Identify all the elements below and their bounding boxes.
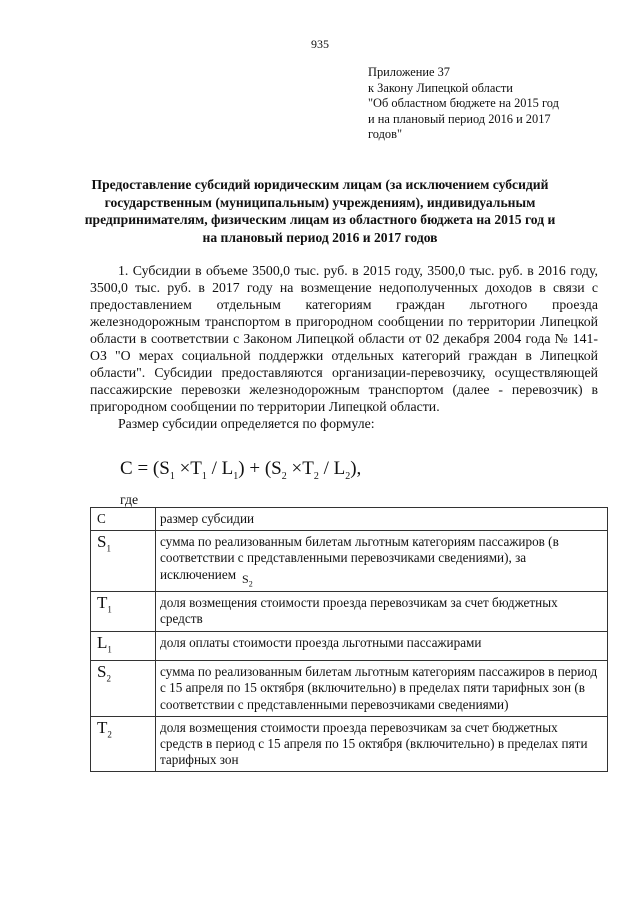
page-number: 935: [311, 37, 329, 51]
symbol-subscript: 2: [107, 729, 112, 740]
variable-description: [156, 716, 608, 772]
formula-l1: L: [221, 458, 234, 479]
variable-description: [156, 508, 608, 531]
variable-symbol: [91, 531, 156, 592]
formula-l2: L: [333, 458, 346, 479]
formula-s1: S: [159, 458, 170, 479]
appendix-note: [368, 65, 608, 143]
table-row: [91, 661, 608, 717]
appendix-line: Приложение 37: [368, 65, 450, 79]
appendix-line: к Закону Липецкой области: [368, 80, 513, 95]
variable-symbol: [91, 592, 156, 631]
where-label: где: [120, 492, 139, 507]
formula-l1-sub: 1: [233, 470, 239, 482]
symbol-subscript: 1: [107, 644, 112, 654]
description-text: доля оплаты стоимости проезда льготными пассажирами: [160, 634, 482, 650]
appendix-line: годов": [368, 127, 403, 142]
variable-description: [156, 631, 608, 661]
variable-description: [156, 531, 608, 592]
formula-lhs: C: [120, 458, 133, 479]
variable-symbol: [91, 661, 156, 717]
symbol-subscript: 1: [106, 543, 111, 554]
formula-t2-sub: 2: [313, 470, 319, 482]
table-row: [91, 716, 608, 772]
description-text: сумма по реализованным билетам льготным категориям пассажиров (в соответствии с представленными перевозчиками сведениями), за исключением: [160, 534, 559, 582]
suffix-subscript: 2: [248, 579, 253, 588]
variable-symbol: [91, 716, 156, 772]
subsidy-formula: $C = (S_1 \times T_1 / L_1) + (S_2 \times T_2 / L_2)$,: [120, 458, 362, 482]
document-title: Предоставление субсидий юридическим лицам (за исключением субсидий государственным (муниципальным) учреждениям), индивидуальным предпринимателям, физическим лицам из областного бюджета на 2015 год и на плановый период 2016 и 2017 годов: [84, 177, 556, 245]
formula-t1-sub: 1: [201, 470, 207, 482]
description-text: доля возмещения стоимости проезда перевозчикам за счет бюджетных средств в период с 15 апреля по 15 октября (включительно) в пределах пяти тарифных зон: [160, 719, 588, 768]
appendix-line: и на плановый период 2016 и 2017: [368, 111, 551, 126]
table-row: [91, 592, 608, 631]
paragraph-subsidy: 1. Субсидии в объеме 3500,0 тыс. руб. в 2015 году, 3500,0 тыс. руб. в 2016 году, 3500,0 тыс. руб. в 2017 году на возмещение недополученных доходов в связи с предоставлением отдельным категориям граждан льготного проезда железнодорожным транспортом в пригородном сообщении по территории Липецкой области в соответствии с Законом Липецкой области от 02 декабря 2004 года № 141-ОЗ "О мерах социальной поддержки отдельных категорий граждан в Липецкой области". Субсидии предоставляются организации-перевозчику, осуществляющей пассажирские перевозки железнодорожным транспортом (далее - перевозчик) в пригородном сообщении по территории Липецкой области.: [90, 263, 598, 414]
body-text: [90, 262, 598, 432]
formula-s2-sub: 2: [281, 470, 287, 482]
variable-description: [156, 592, 608, 631]
symbol-letter: S: [97, 662, 107, 682]
description-text: сумма по реализованным билетам льготным категориям пассажиров в период с 15 апреля по 15 октября (включительно) в пределах пяти тарифных зон (в соответствии с представленными перевозчиками сведениями): [160, 664, 598, 712]
symbol-letter: L: [97, 632, 108, 652]
appendix-line: "Об областном бюджете на 2015 год: [368, 96, 559, 111]
table-row: [91, 508, 608, 531]
formula-s2: S: [271, 458, 282, 479]
description-text: доля возмещения стоимости проезда перевозчикам за счет бюджетных средств: [160, 595, 558, 627]
suffix-letter: S: [242, 571, 249, 586]
formula-l2-sub: 2: [345, 470, 351, 482]
formula-s1-sub: 1: [169, 470, 175, 482]
symbol-letter: T: [97, 717, 108, 737]
variable-description: [156, 661, 608, 717]
table-row: [91, 531, 608, 592]
formula-t1: T: [190, 458, 202, 479]
variable-symbol: [91, 508, 156, 531]
paragraph-formula-intro: Размер субсидии определяется по формуле:: [118, 416, 375, 431]
symbol-letter: С: [97, 511, 106, 526]
variables-table: [90, 507, 608, 772]
variable-symbol: [91, 631, 156, 661]
symbol-subscript: 1: [107, 604, 112, 615]
table-row: [91, 631, 608, 661]
description-text: размер субсидии: [160, 511, 255, 526]
description-suffix: [242, 572, 253, 586]
symbol-letter: T: [97, 593, 108, 613]
symbol-subscript: 2: [106, 673, 111, 684]
formula-t2: T: [302, 458, 314, 479]
symbol-letter: S: [97, 532, 107, 552]
